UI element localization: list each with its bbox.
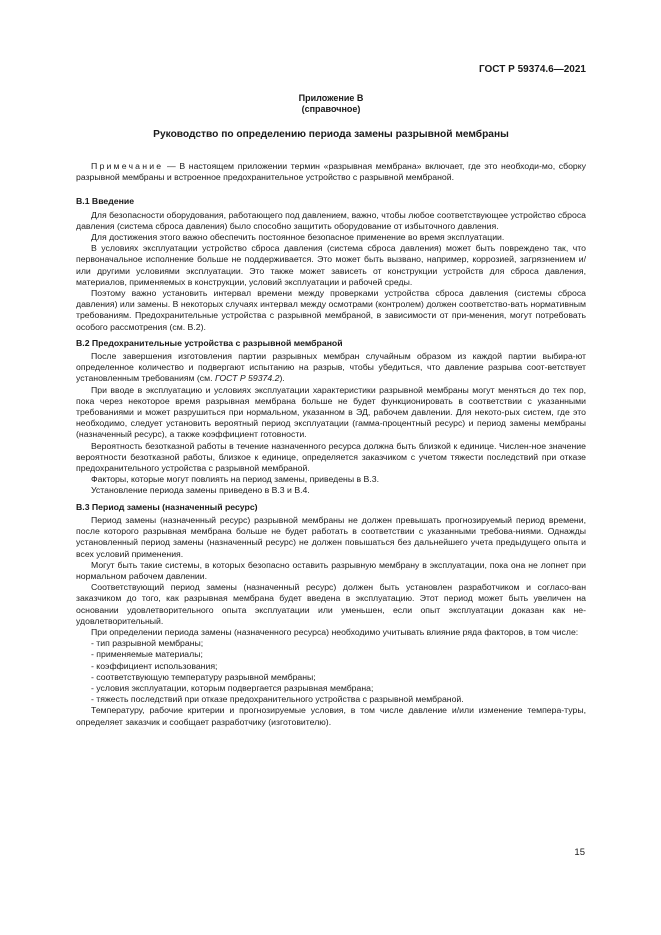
annex-label: Приложение В [298,93,364,103]
page-number: 15 [574,847,585,858]
standard-number: ГОСТ Р 59374.6—2021 [478,64,586,75]
annex-type: (справочное) [301,104,361,114]
paragraph: Соответствующий период замены (назначенный ресурс) должен быть установлен разработчиком и согласо-ван заказчиком до того, как разрывная мембрана будет введена в эксплуатацию. Этот период может быть увеличен на основании удовлетворительного опыта эксплуатации или уменьшен, если опыт эксплуатации доказан как не-удовлетворительный. [76,582,586,626]
paragraph-text: После завершения изготовления партии разрывных мембран случайным образом из каждой партии выбира-ют определенное количество и подвергают испытанию на разрыв, чтобы убедиться, что давление разрыва соот-ветствует установленным требованиям (см. [76,351,586,384]
paragraph [76,351,586,385]
paragraph: Установление периода замены приведено в В.3 и В.4. [91,485,310,496]
section-b3-heading: В.3 Период замены (назначенный ресурс) [76,501,258,512]
section-b1-heading: В.1 Введение [76,196,135,207]
list-item: - коэффициент использования; [91,660,218,671]
note-label: Примечание [91,161,164,171]
annex-heading [76,93,586,115]
paragraph: В условиях эксплуатации устройство сброса давления (система сброса давления) может быть повреждено так, что первоначальное исполнение больше не поддерживается. Это может быть вызвано, например, коррозией, загрязнением и/или другими условиями эксплуатации. Это также может зависеть от конструкции устройств для сброса давления, материалов, применяемых в конструкции, условий эксплуатации и рабочей среды. [76,243,586,287]
standard-reference: ГОСТ Р 59374.2 [214,373,280,384]
paragraph: При вводе в эксплуатацию и условиях эксплуатации характеристики разрывной мембраны могут меняться до тех пор, пока через некоторое время разрывная мембрана больше не будет функционировать в соответствии с указанными требованиями и может разрушиться при нормальном, указанном в ЭД, рабочем давлении. Для некото-рых систем, где это необходимо, следует установить вероятный период эксплуатации (гамма-процентный ресурс) и период замены мембраны (назначенный ресурс), а также коэффициент готовности. [76,384,586,440]
list-item: - тип разрывной мембраны; [91,638,204,649]
paragraph: Факторы, которые могут повлиять на период замены, приведены в В.3. [91,474,379,485]
list-item: - соответствующую температуру разрывной мембраны; [91,671,316,682]
paragraph: Период замены (назначенный ресурс) разрывной мембраны не должен превышать прогнозируемый период времени, после которого разрывная мембрана больше не будет работать в соответствии с указанными требова-ниями. Однажды установленный период замены (назначенный ресурс) не должен повышаться без дальнейшего учета предыдущего опыта и всех условий применения. [76,514,586,559]
paragraph: Температуру, рабочие критерии и прогнозируемые условия, в том числе давление и/или изменение темпера-туры, определяет заказчик и сообщает разработчику (изготовителю). [76,705,586,727]
note-paragraph [76,161,586,183]
document-body [76,161,586,728]
document-title: Руководство по определению периода замены разрывной мембраны [153,129,509,140]
paragraph: При определении периода замены (назначенного ресурса) необходимо учитывать влияние ряда факторов, в том числе: [91,626,579,637]
list-item: - применяемые материалы; [91,649,203,660]
paragraph-text: ). [279,373,285,384]
paragraph: Могут быть такие системы, в которых безопасно оставить разрывную мембрану в эксплуатации, пока она не лопнет при нормальном рабочем давлении. [76,559,586,581]
note-text: — В настоящем приложении термин «разрывная мембрана» включает, где это необходи-мо, сборку разрывной мембраны и встроенное предохранительное устройство с разрывной мембраной. [76,161,586,183]
paragraph: Вероятность безотказной работы в течение назначенного ресурса должна быть близкой к единице. Числен-ное значение вероятности безотказной работы, близкое к единице, определяется заказчиком с учетом тяжести последствий при отказе предохранительного устройства с разрывной мембраной. [76,440,586,474]
paragraph: Для безопасности оборудования, работающего под давлением, важно, чтобы любое соответствующее устройство сброса давления (система сброса давления) было способно защитить оборудование от избыточного давления. [76,209,586,231]
list-item: - тяжесть последствий при отказе предохранительного устройства с разрывной мембраной. [91,694,464,705]
paragraph: Поэтому важно установить интервал времени между проверками устройства сброса давления (системы сброса давления) или замены. В некоторых случаях интервал между осмотрами (контролем) должен соответство-вать нормативным требованиям. Предохранительные устройства с разрывной мембраной, в зависимости от при-менения, могут потребовать особого рассмотрения (см. В.2). [76,288,586,332]
list-item: - условия эксплуатации, которым подвергается разрывная мембрана; [91,682,374,693]
section-b2-heading: В.2 Предохранительные устройства с разрывной мембраной [76,337,343,348]
paragraph: Для достижения этого важно обеспечить постоянное безопасное применение во время эксплуатации. [91,232,505,243]
